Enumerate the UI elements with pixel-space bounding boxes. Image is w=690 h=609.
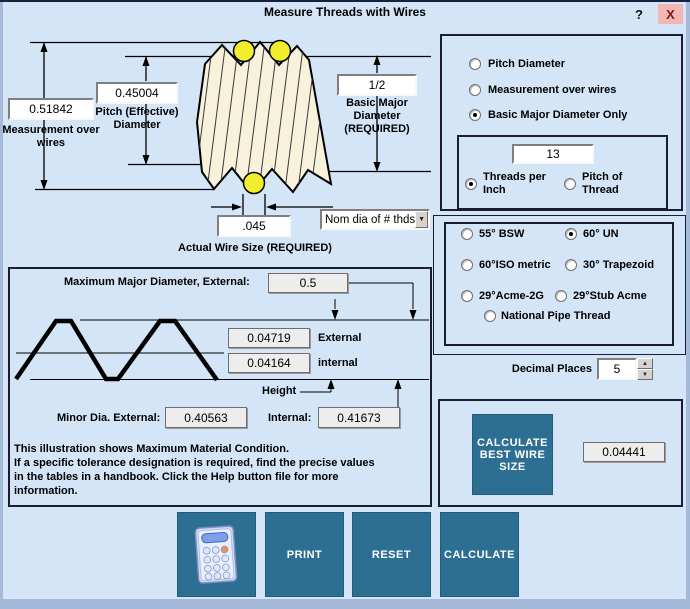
decimal-places-spin-down-icon[interactable]: ▼ xyxy=(637,369,653,380)
dropdown-arrow-icon[interactable]: ▼ xyxy=(415,211,428,228)
radio-29-stub-acme-label[interactable]: 29°Stub Acme xyxy=(573,290,647,302)
radio-national-pipe-thread-label[interactable]: National Pipe Thread xyxy=(501,310,611,322)
radio-national-pipe-thread[interactable] xyxy=(484,310,496,322)
radio-55-bsw[interactable] xyxy=(461,228,473,240)
max-major-diameter-label: Maximum Major Diameter, External: xyxy=(64,276,250,288)
threads-per-inch-field[interactable]: 13 xyxy=(512,144,594,164)
calculator-icon xyxy=(193,524,241,586)
wire-constant-internal-label: internal xyxy=(318,357,358,369)
radio-29-acme-2g-label[interactable]: 29°Acme-2G xyxy=(479,290,544,302)
basic-major-diameter-label: Basic Major Diameter (REQUIRED) xyxy=(344,97,410,135)
radio-pitch-of-thread-label[interactable]: Pitch of Thread xyxy=(582,171,623,196)
window-title: Measure Threads with Wires xyxy=(264,5,426,19)
calculate-best-wire-size-button[interactable]: CALCULATE BEST WIRE SIZE xyxy=(472,414,553,495)
height-label: Height xyxy=(262,385,297,397)
note-line-4: information. xyxy=(14,485,78,497)
max-major-diameter-value: 0.5 xyxy=(268,273,348,293)
print-button[interactable]: PRINT xyxy=(265,512,344,597)
reset-button[interactable]: RESET xyxy=(352,512,431,597)
nominal-diameter-dropdown-value: Nom dia of # thds xyxy=(325,213,416,226)
note-line-2: If a specific tolerance designation is required, find the precise values xyxy=(14,457,375,469)
minor-dia-internal-value: 0.41673 xyxy=(318,407,400,428)
minor-dia-external-value: 0.40563 xyxy=(165,407,247,428)
radio-30-trapezoid[interactable] xyxy=(565,259,577,271)
radio-threads-per-inch-label[interactable]: Threads per Inch xyxy=(483,171,546,196)
actual-wire-size-field[interactable]: .045 xyxy=(217,215,291,237)
measurement-over-wires-field[interactable]: 0.51842 xyxy=(8,98,94,120)
calculator-button[interactable] xyxy=(177,512,256,597)
radio-measurement-over-wires[interactable] xyxy=(469,84,481,96)
close-button[interactable]: X xyxy=(658,4,683,24)
radio-60-iso-metric-label[interactable]: 60°ISO metric xyxy=(479,259,551,271)
radio-pitch-of-thread[interactable] xyxy=(564,178,576,190)
radio-60-iso-metric[interactable] xyxy=(461,259,473,271)
decimal-places-field[interactable]: 5 xyxy=(597,358,637,380)
decimal-places-spin-up-icon[interactable]: ▲ xyxy=(637,358,653,369)
actual-wire-size-label: Actual Wire Size (REQUIRED) xyxy=(178,242,332,254)
radio-60-un-label[interactable]: 60° UN xyxy=(583,228,619,240)
radio-55-bsw-label[interactable]: 55° BSW xyxy=(479,228,525,240)
radio-60-un[interactable] xyxy=(565,228,577,240)
nominal-diameter-dropdown[interactable] xyxy=(320,209,430,230)
radio-30-trapezoid-label[interactable]: 30° Trapezoid xyxy=(583,259,655,271)
wire-constant-external-label: External xyxy=(318,332,362,344)
pitch-diameter-label: Pitch (Effective) Diameter xyxy=(95,106,179,131)
minor-dia-internal-label: Internal: xyxy=(268,412,312,424)
radio-29-stub-acme[interactable] xyxy=(555,290,567,302)
calculate-button[interactable]: CALCULATE xyxy=(440,512,519,597)
minor-dia-external-label: Minor Dia. External: xyxy=(57,412,161,424)
illustration-note xyxy=(14,442,420,498)
decimal-places-label: Decimal Places xyxy=(511,363,592,375)
note-line-1: This illustration shows Maximum Material Condition. xyxy=(14,443,290,455)
radio-basic-major-diameter-only-label[interactable]: Basic Major Diameter Only xyxy=(488,109,628,121)
radio-basic-major-diameter-only[interactable] xyxy=(469,109,481,121)
radio-measurement-over-wires-label[interactable]: Measurement over wires xyxy=(488,84,617,96)
radio-threads-per-inch[interactable] xyxy=(465,178,477,190)
pitch-diameter-field[interactable]: 0.45004 xyxy=(96,82,178,104)
basic-major-diameter-field[interactable]: 1/2 xyxy=(337,74,417,96)
wire-constant-external-value: 0.04719 xyxy=(228,328,310,348)
radio-pitch-diameter[interactable] xyxy=(469,58,481,70)
best-wire-size-result: 0.04441 xyxy=(583,442,665,462)
radio-pitch-diameter-label[interactable]: Pitch Diameter xyxy=(488,58,566,70)
wire-constant-internal-value: 0.04164 xyxy=(228,353,310,373)
note-line-3: in the tables in a handbook. Click the Help button file for more xyxy=(14,471,339,483)
measurement-over-wires-label: Measurement over wires xyxy=(2,124,100,149)
help-button[interactable]: ? xyxy=(635,6,643,22)
radio-29-acme-2g[interactable] xyxy=(461,290,473,302)
